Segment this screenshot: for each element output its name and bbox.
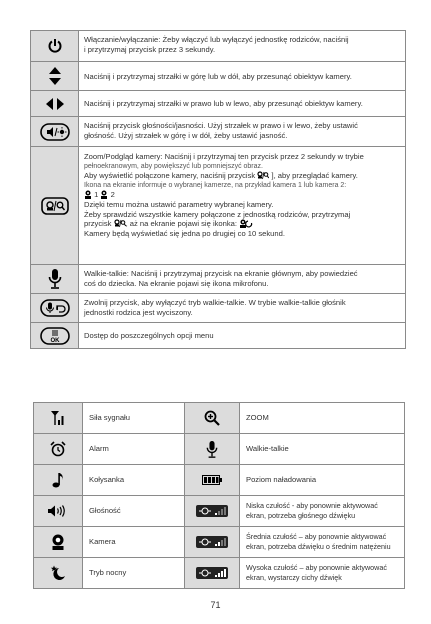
row-text bbox=[79, 117, 405, 146]
left-right-arrows-icon bbox=[31, 91, 79, 116]
table-row bbox=[31, 91, 405, 117]
text-line: Zwolnij przycisk, aby wyłączyć tryb walkie-talkie. W trybie walkie-talkie głośnik bbox=[84, 298, 346, 307]
camera-zoom-icon bbox=[31, 147, 79, 264]
text-line bbox=[84, 190, 401, 200]
icon-label: Poziom naładowania bbox=[246, 475, 317, 485]
table-row bbox=[34, 434, 184, 465]
table-row bbox=[31, 265, 405, 294]
text-part: , aż na ekranie pojawi się ikonka: bbox=[125, 219, 237, 229]
menu-ok-icon bbox=[31, 323, 79, 348]
table-row bbox=[34, 496, 184, 527]
camera-icon bbox=[84, 190, 92, 199]
table-row bbox=[185, 434, 404, 465]
text-line: Zoom/Podgląd kamery: Naciśnij i przytrzymaj ten przycisk przez 2 sekundy w trybie bbox=[84, 152, 364, 161]
icon-label: Kołysanka bbox=[89, 475, 125, 485]
table-row bbox=[31, 147, 405, 265]
volume-icon bbox=[34, 496, 83, 526]
text-line: i przytrzymaj przycisk przez 3 sekundy. bbox=[84, 44, 216, 54]
sensitivity-low-icon bbox=[185, 496, 240, 526]
table-row bbox=[34, 527, 184, 558]
table-row bbox=[31, 31, 405, 62]
button-functions-table bbox=[30, 30, 406, 349]
text-line: pełnoekranowym, aby powiększyć lub pomniejszyć obraz. bbox=[84, 162, 263, 170]
text-line: Naciśnij przycisk głośności/jasności. Użyj strzałek w prawo i w lewo, żeby ustawić bbox=[84, 121, 358, 130]
row-text bbox=[79, 91, 405, 116]
row-text bbox=[79, 62, 405, 90]
row-text bbox=[79, 147, 405, 264]
microphone-icon bbox=[31, 265, 79, 293]
table-row bbox=[34, 403, 184, 434]
icon-label: ZOOM bbox=[246, 413, 269, 423]
text-line: Ikona na ekranie informuje o wybranej kamerze, na przykład kamera 1 lub kamera 2: bbox=[84, 181, 347, 189]
camera-icon bbox=[100, 190, 108, 199]
text-line: Dzięki temu można ustawić parametry wybranej kamery. bbox=[84, 199, 274, 209]
camera-icon bbox=[34, 527, 83, 557]
table-row bbox=[31, 117, 405, 147]
table-row bbox=[185, 496, 404, 527]
row-text bbox=[79, 31, 405, 61]
table-row bbox=[185, 527, 404, 558]
microphone-icon bbox=[185, 434, 240, 464]
text-line: Naciśnij i przytrzymaj strzałki w górę lub w dół, aby przesunąć obiektyw kamery. bbox=[84, 71, 352, 81]
zoom-icon bbox=[185, 403, 240, 433]
icon-label: Walkie-talkie bbox=[246, 444, 289, 454]
icon-label: Wysoka czułość – aby ponownie aktywować ekran, wystarczy cichy dźwięk bbox=[246, 563, 387, 582]
table-row bbox=[185, 465, 404, 496]
table-row bbox=[34, 465, 184, 496]
text-line: Dostęp do poszczególnych opcji menu bbox=[84, 331, 214, 341]
camera-number: 1 bbox=[94, 190, 99, 200]
table-row bbox=[185, 558, 404, 588]
text-line: głośność. Użyj strzałek w górę i w dół, żeby ustawić jasność. bbox=[84, 130, 288, 140]
text-line: Żeby sprawdzić wszystkie kamery połączone z jednostką rodziców, przytrzymaj bbox=[84, 209, 351, 219]
icon-label: Siła sygnału bbox=[89, 413, 130, 423]
icons-column-right bbox=[185, 403, 404, 588]
page-number: 71 bbox=[210, 600, 221, 610]
text-line: jednostki rodzica jest wyciszony. bbox=[84, 307, 193, 317]
ok-label: OK bbox=[50, 337, 59, 344]
text-line: Naciśnij i przytrzymaj strzałki w prawo lub w lewo, aby przesunąć obiektyw kamery. bbox=[84, 99, 363, 109]
table-row bbox=[185, 403, 404, 434]
row-text bbox=[79, 265, 405, 293]
text-line: Walkie-talkie: Naciśnij i przytrzymaj przycisk na ekranie głównym, aby powiedzieć bbox=[84, 269, 358, 278]
icon-label: Głośność bbox=[89, 506, 121, 516]
sensitivity-high-icon bbox=[185, 558, 240, 588]
music-note-icon bbox=[34, 465, 83, 495]
icon-label: Alarm bbox=[89, 444, 109, 454]
row-text bbox=[79, 294, 405, 322]
night-mode-icon bbox=[34, 558, 83, 588]
table-row bbox=[31, 294, 405, 323]
row-text bbox=[79, 323, 405, 348]
icon-label: Kamera bbox=[89, 537, 116, 547]
camera-cycle-icon bbox=[239, 219, 253, 228]
text-line: Kamery będą wyświetlać się jedna po drugiej co 10 sekund. bbox=[84, 228, 285, 238]
signal-strength-icon bbox=[34, 403, 83, 433]
volume-brightness-icon bbox=[31, 117, 79, 146]
up-down-arrows-icon bbox=[31, 62, 79, 90]
battery-icon bbox=[185, 465, 240, 495]
icon-label: Niska czułość - aby ponownie aktywować ekran, potrzeba głośnego dźwięku bbox=[246, 501, 378, 520]
text-line: coś do dziecka. Na ekranie pojawi się ikona mikrofonu. bbox=[84, 278, 269, 288]
alarm-clock-icon bbox=[34, 434, 83, 464]
camera-zoom-icon bbox=[257, 171, 269, 180]
table-row bbox=[34, 558, 184, 588]
table-row bbox=[31, 62, 405, 91]
power-icon bbox=[31, 31, 79, 61]
text-part: przycisk bbox=[84, 219, 112, 229]
release-talk-icon bbox=[31, 294, 79, 322]
camera-zoom-icon bbox=[114, 219, 126, 228]
text-line bbox=[84, 171, 401, 181]
icon-label: Średnia czułość – aby ponownie aktywować ekran, potrzeba dźwięku o średnim natężeniu bbox=[246, 532, 391, 551]
icon-label: Tryb nocny bbox=[89, 568, 127, 578]
text-part: Aby wyświetlić połączone kamery, naciśnij przycisk bbox=[84, 171, 256, 181]
screen-icons-table bbox=[33, 402, 405, 589]
icons-column-left bbox=[34, 403, 185, 588]
text-line bbox=[84, 219, 401, 229]
text-part: ], aby przeglądać kamery. bbox=[271, 171, 358, 181]
sensitivity-medium-icon bbox=[185, 527, 240, 557]
text-line: Włączanie/wyłączanie: Żeby włączyć lub wyłączyć jednostkę rodziców, naciśnij bbox=[84, 35, 349, 44]
camera-number: 2 bbox=[110, 190, 115, 200]
table-row bbox=[31, 323, 405, 348]
